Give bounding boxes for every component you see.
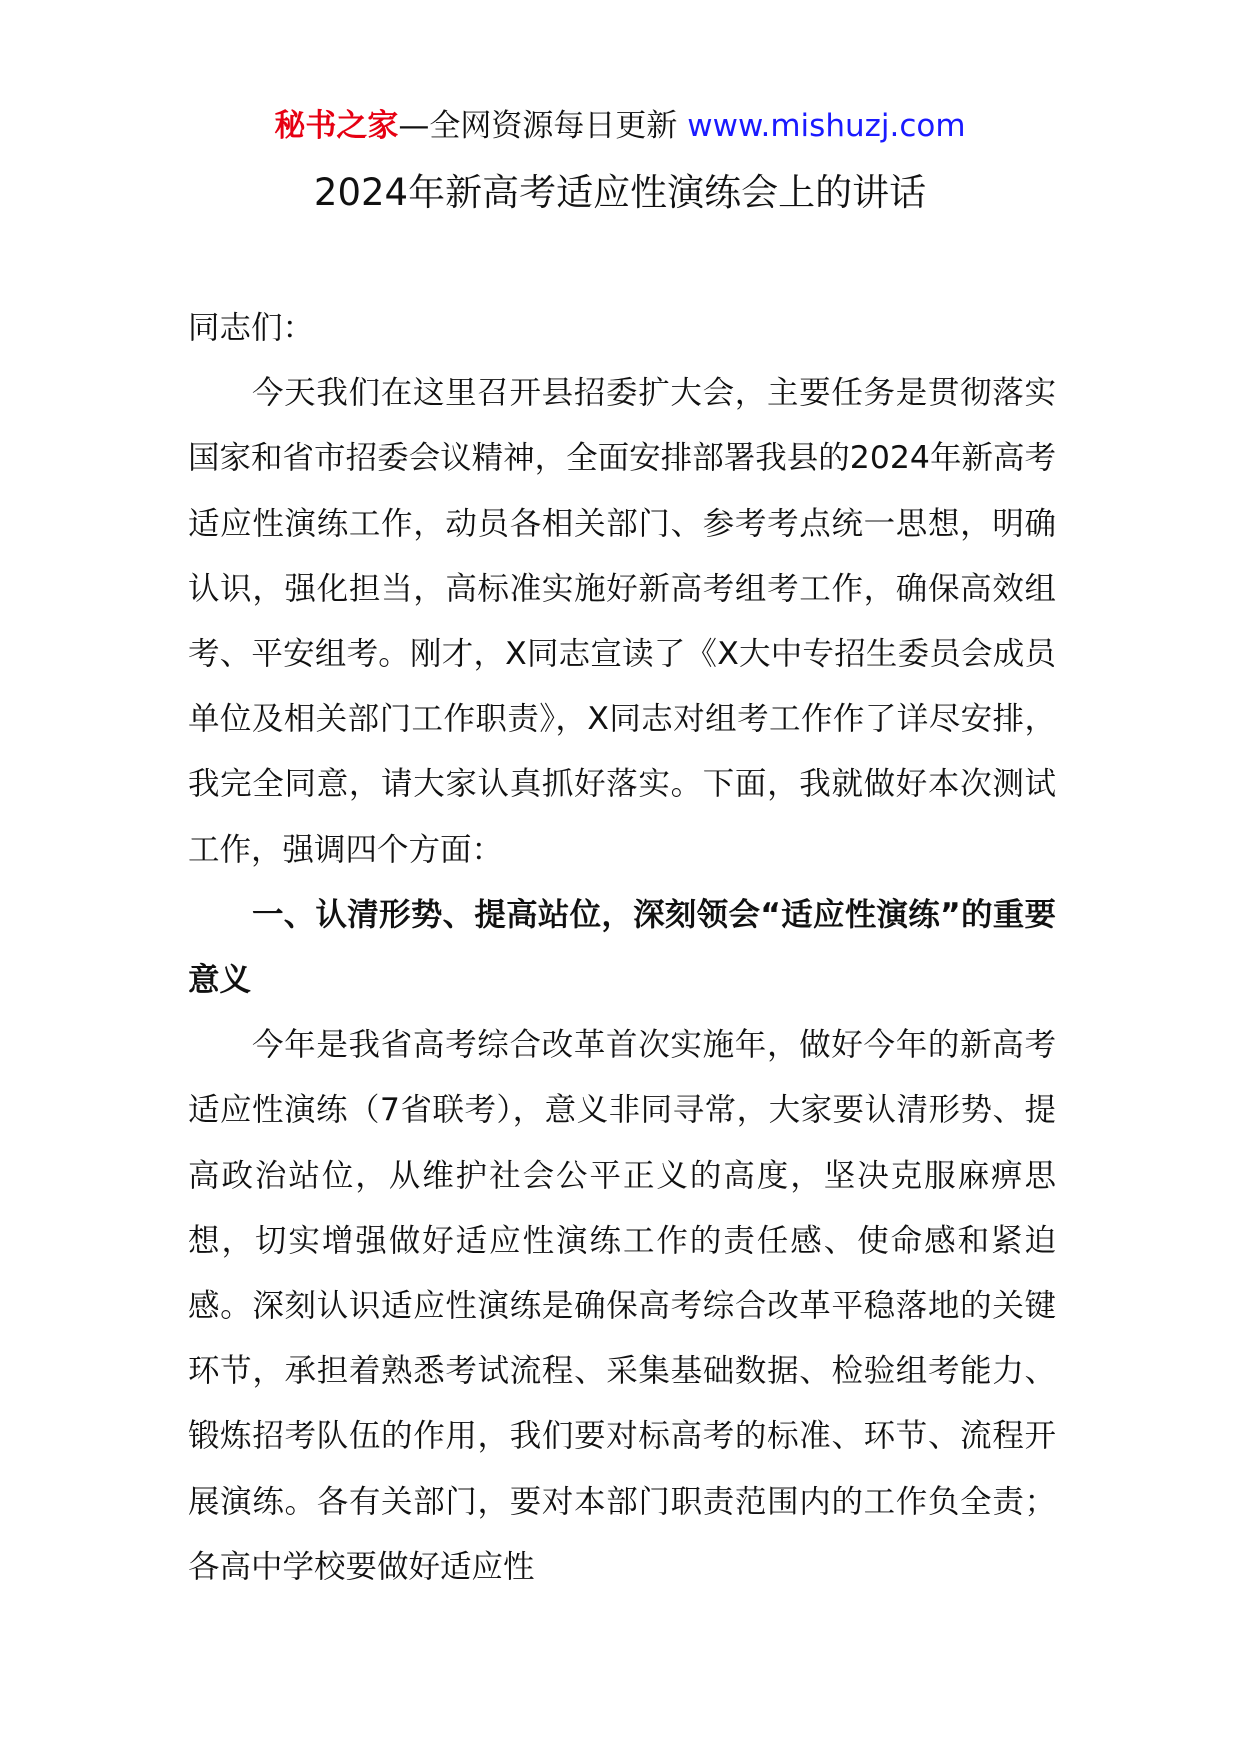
paragraph-intro: 今天我们在这里召开县招委扩大会，主要任务是贯彻落实国家和省市招委会议精神，全面安排部署我县的2024年新高考适应性演练工作，动员各相关部门、参考考点统一思想，明确认识，强化担当，高标准实施好新高考组考工作，确保高效组考、平安组考。刚才，X同志宣读了《X大中专招生委员会成员单位及相关部门工作职责》，X同志对组考工作作了详尽安排，我完全同意，请大家认真抓好落实。下面，我就做好本次测试工作，强调四个方面： bbox=[188, 375, 1056, 868]
paragraph-section-1: 今年是我省高考综合改革首次实施年，做好今年的新高考适应性演练（7省联考），意义非同寻常，大家要认清形势、提高政治站位，从维护社会公平正义的高度，坚决克服麻痹思想，切实增强做好适应性演练工作的责任感、使命感和紧迫感。深刻认识适应性演练是确保高考综合改革平稳落地的关键环节，承担着熟悉考试流程、采集基础数据、检验组考能力、锻炼招考队伍的作用，我们要对标高考的标准、环节、流程开展演练。各有关部门，要对本部门职责范围内的工作负全责；各高中学校要做好适应性 bbox=[188, 1027, 1056, 1585]
banner-brand: 秘书之家 bbox=[274, 108, 399, 144]
salutation: 同志们： bbox=[188, 310, 315, 346]
document-body bbox=[188, 296, 1056, 1600]
document-title: 2024年新高考适应性演练会上的讲话 bbox=[313, 171, 927, 214]
section-heading-1: 一、认清形势、提高站位，深刻领会“适应性演练”的重要意义 bbox=[188, 896, 1056, 999]
site-banner bbox=[0, 104, 1240, 148]
banner-tagline: —全网资源每日更新 bbox=[398, 108, 678, 144]
banner-url-link[interactable]: www.mishuzj.com bbox=[687, 108, 966, 144]
